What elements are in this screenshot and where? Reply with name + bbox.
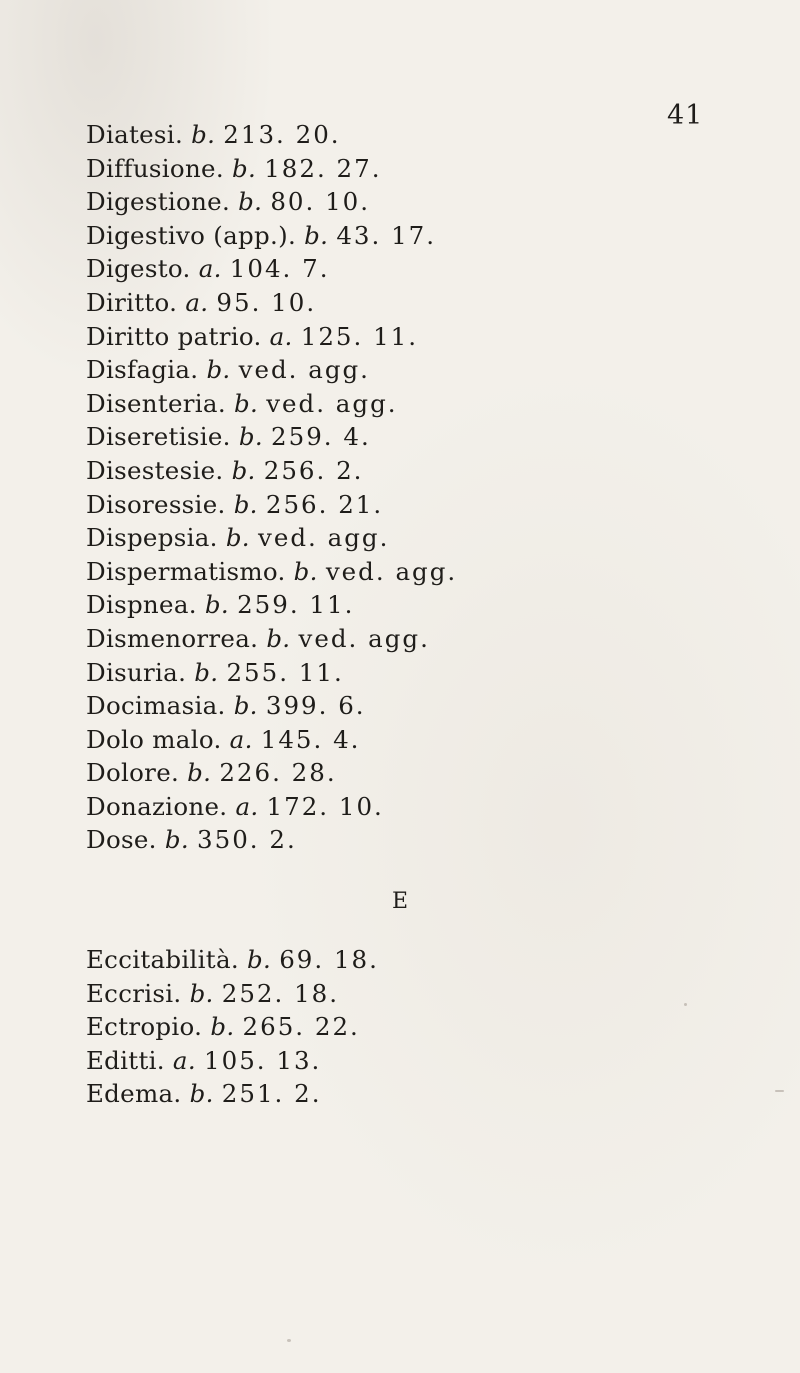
index-list-d bbox=[86, 118, 457, 857]
paper-speck bbox=[684, 1003, 687, 1006]
entry-term: Dismenorrea. bbox=[86, 623, 259, 653]
entry-reference: 125. 11. bbox=[300, 321, 419, 351]
entry-term: Diritto patrio. bbox=[86, 321, 262, 351]
entry-volume: b. bbox=[231, 455, 256, 485]
entry-volume: b. bbox=[191, 120, 216, 149]
entry-term: Diffusione. bbox=[86, 153, 224, 183]
index-entry bbox=[86, 1044, 379, 1078]
entry-reference: 350. 2. bbox=[197, 825, 297, 855]
entry-reference: 252. 18. bbox=[221, 978, 340, 1008]
paper-speck bbox=[775, 1090, 784, 1092]
entry-volume: b. bbox=[234, 388, 259, 418]
entry-volume: a. bbox=[235, 791, 259, 821]
index-entry bbox=[86, 723, 457, 757]
index-entry bbox=[86, 488, 457, 522]
entry-reference: 256. 21. bbox=[265, 489, 384, 519]
entry-term: Ectropio. bbox=[86, 1012, 203, 1042]
entry-reference: 95. 10. bbox=[216, 287, 317, 317]
entry-volume: b. bbox=[304, 220, 329, 250]
entry-term: Disfagia. bbox=[86, 355, 199, 385]
entry-reference: 213. 20. bbox=[223, 120, 341, 149]
entry-reference: ved. agg. bbox=[238, 355, 370, 385]
entry-reference: 43. 17. bbox=[336, 220, 437, 250]
entry-volume: a. bbox=[172, 1045, 196, 1075]
index-entry bbox=[86, 756, 457, 790]
entry-term: Disenteria. bbox=[86, 388, 226, 418]
entry-term: Digestivo (app.). bbox=[86, 220, 297, 250]
entry-reference: 256. 2. bbox=[263, 455, 364, 485]
entry-reference: 104. 7. bbox=[229, 254, 330, 284]
index-entry bbox=[86, 454, 457, 488]
index-entry bbox=[86, 977, 379, 1011]
entry-reference: 255. 11. bbox=[226, 657, 344, 687]
entry-volume: b. bbox=[238, 187, 263, 217]
entry-reference: 69. 18. bbox=[279, 945, 379, 974]
entry-reference: 80. 10. bbox=[270, 187, 371, 217]
paper-speck bbox=[287, 1339, 291, 1342]
entry-term: Disestesie. bbox=[86, 455, 224, 485]
entry-volume: b. bbox=[247, 945, 272, 974]
entry-reference: 265. 22. bbox=[242, 1012, 360, 1042]
entry-reference: ved. agg. bbox=[266, 388, 398, 418]
index-entry bbox=[86, 353, 457, 387]
entry-volume: a. bbox=[269, 321, 293, 351]
index-entry bbox=[86, 823, 457, 857]
entry-reference: 259. 11. bbox=[237, 590, 355, 620]
entry-term: Donazione. bbox=[86, 791, 228, 821]
entry-term: Dolo malo. bbox=[86, 724, 222, 754]
entry-volume: b. bbox=[225, 523, 250, 553]
entry-volume: b. bbox=[189, 1079, 214, 1109]
entry-reference: 259. 4. bbox=[271, 422, 371, 452]
index-entry bbox=[86, 588, 457, 622]
entry-term: Disuria. bbox=[86, 657, 187, 687]
index-entry bbox=[86, 252, 457, 286]
index-entry bbox=[86, 555, 457, 589]
entry-volume: b. bbox=[266, 623, 291, 653]
index-entry bbox=[86, 656, 457, 690]
entry-term: Dispermatismo. bbox=[86, 556, 286, 586]
index-entry bbox=[86, 521, 457, 555]
entry-volume: b. bbox=[238, 422, 263, 452]
entry-reference: ved. agg. bbox=[258, 523, 390, 553]
entry-term: Diseretisie. bbox=[86, 422, 231, 452]
entry-volume: a. bbox=[229, 724, 253, 754]
entry-term: Diritto. bbox=[86, 287, 178, 317]
entry-term: Digesto. bbox=[86, 254, 191, 284]
entry-volume: b. bbox=[210, 1012, 235, 1042]
entry-volume: b. bbox=[194, 657, 219, 687]
page-number: 41 bbox=[667, 100, 704, 131]
entry-term: Edema. bbox=[86, 1079, 182, 1109]
entry-term: Digestione. bbox=[86, 187, 231, 217]
entry-volume: a. bbox=[198, 254, 222, 284]
entry-term: Docimasia. bbox=[86, 691, 226, 721]
entry-term: Dolore. bbox=[86, 758, 180, 788]
entry-volume: b. bbox=[164, 825, 189, 855]
index-entry bbox=[86, 622, 457, 656]
section-letter-heading: E bbox=[392, 889, 410, 914]
entry-term: Dispepsia. bbox=[86, 523, 218, 553]
index-entry bbox=[86, 286, 457, 320]
entry-volume: b. bbox=[233, 489, 258, 519]
index-entry bbox=[86, 219, 457, 253]
index-entry bbox=[86, 689, 457, 723]
entry-reference: 172. 10. bbox=[266, 791, 384, 821]
index-entry bbox=[86, 943, 379, 977]
entry-volume: b. bbox=[232, 153, 257, 183]
entry-term: Eccrisi. bbox=[86, 978, 182, 1008]
entry-term: Diatesi. bbox=[86, 120, 184, 149]
entry-volume: a. bbox=[185, 287, 209, 317]
entry-reference: 182. 27. bbox=[264, 153, 382, 183]
index-entry bbox=[86, 1077, 379, 1111]
entry-term: Editti. bbox=[86, 1045, 165, 1075]
entry-reference: 105. 13. bbox=[204, 1045, 322, 1075]
entry-volume: b. bbox=[233, 691, 258, 721]
entry-reference: ved. agg. bbox=[325, 556, 458, 586]
index-entry bbox=[86, 1010, 379, 1044]
entry-reference: 145. 4. bbox=[260, 724, 361, 754]
index-entry bbox=[86, 152, 457, 186]
index-entry bbox=[86, 320, 457, 354]
entry-volume: b. bbox=[293, 556, 318, 586]
entry-reference: 226. 28. bbox=[219, 758, 337, 788]
index-entry bbox=[86, 118, 457, 152]
entry-term: Eccitabilità. bbox=[86, 945, 239, 974]
entry-volume: b. bbox=[206, 355, 231, 385]
entry-term: Dose. bbox=[86, 825, 157, 855]
index-entry bbox=[86, 185, 457, 219]
entry-reference: 251. 2. bbox=[221, 1079, 322, 1109]
index-list-e bbox=[86, 943, 379, 1111]
entry-volume: b. bbox=[187, 758, 212, 788]
entry-volume: b. bbox=[189, 978, 214, 1008]
index-entry bbox=[86, 420, 457, 454]
entry-reference: ved. agg. bbox=[298, 623, 430, 653]
index-entry bbox=[86, 790, 457, 824]
entry-volume: b. bbox=[204, 590, 229, 620]
entry-term: Disoressie. bbox=[86, 489, 226, 519]
entry-term: Dispnea. bbox=[86, 590, 197, 620]
entry-reference: 399. 6. bbox=[265, 691, 366, 721]
index-entry bbox=[86, 387, 457, 421]
